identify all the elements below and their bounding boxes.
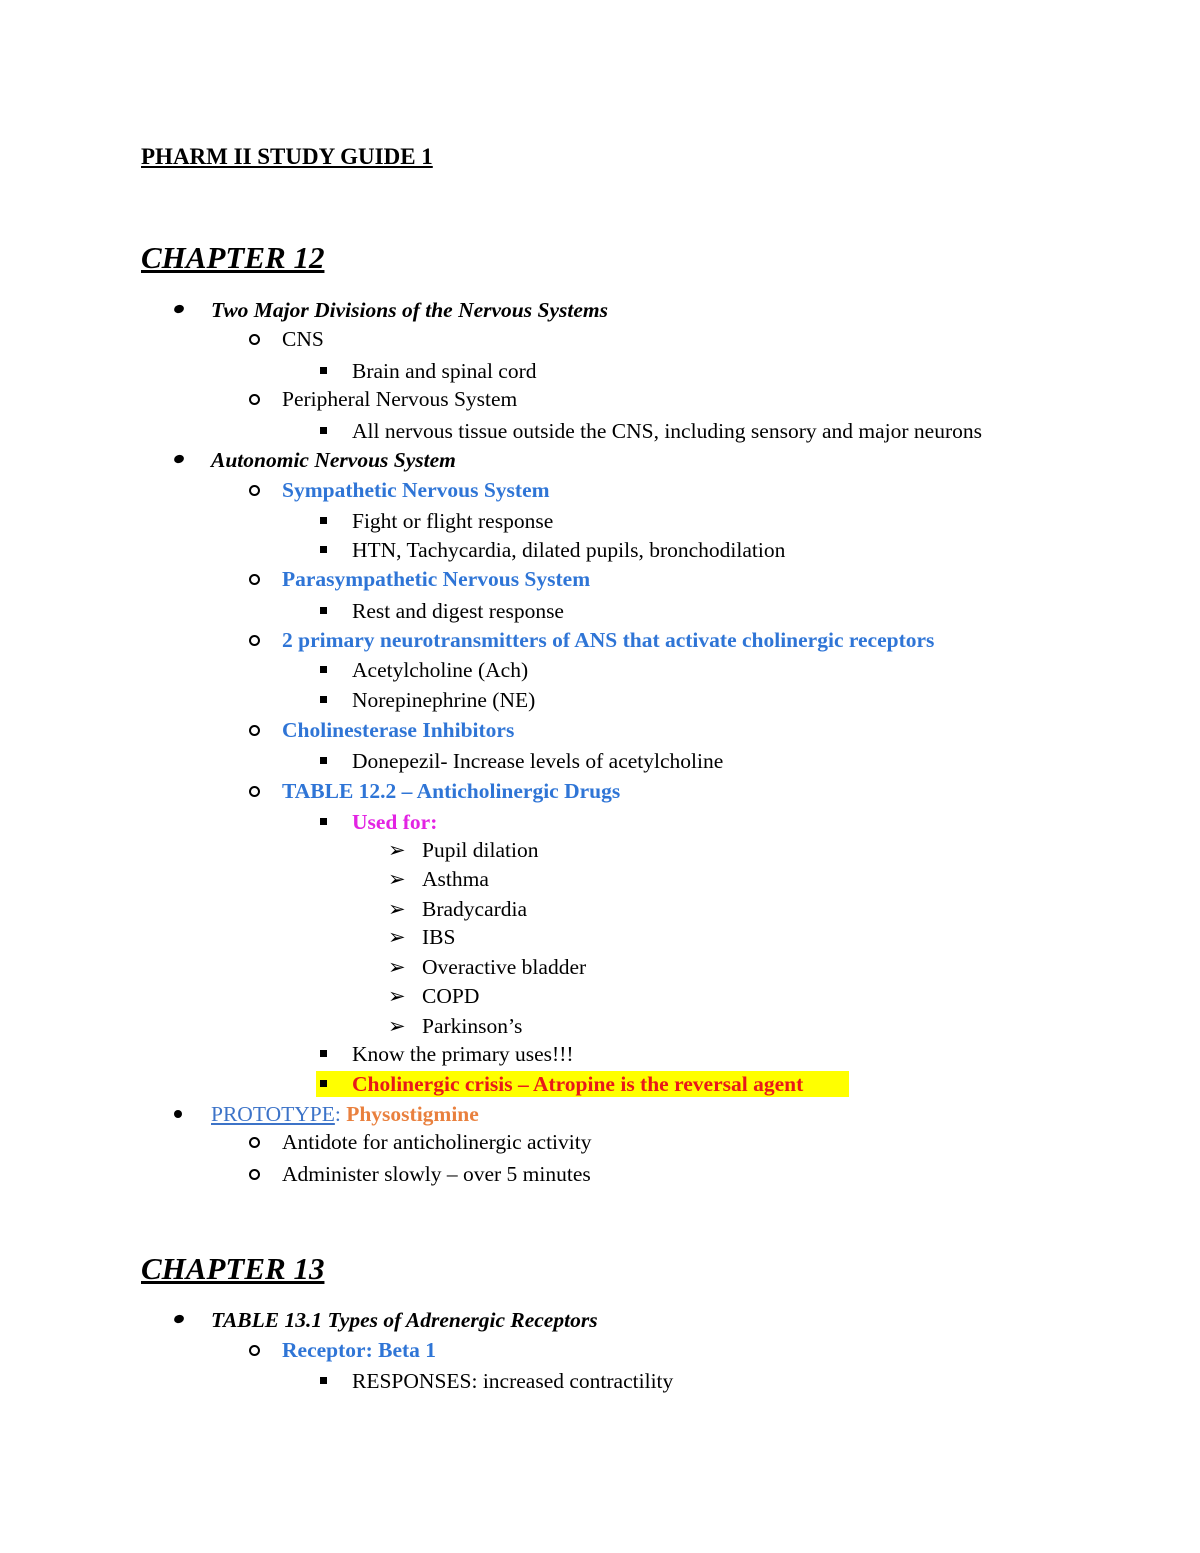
list-item-text: Know the primary uses!!! xyxy=(352,1042,574,1066)
list-item-text: Autonomic Nervous System xyxy=(211,448,456,472)
list-item-receptor xyxy=(282,1337,436,1363)
list-item-text: Norepinephrine (NE) xyxy=(352,688,536,712)
list-item-use-7 xyxy=(388,1013,523,1039)
bullet-square-icon xyxy=(320,1050,327,1057)
list-item-text: Bradycardia xyxy=(422,897,528,921)
list-item-neurotransmitters xyxy=(282,627,934,653)
list-item-text: Rest and digest response xyxy=(352,599,564,623)
list-item-neurotransmitter-1 xyxy=(352,657,528,683)
list-item-text: CNS xyxy=(282,327,324,351)
arrow-bullet-icon: ➢ xyxy=(388,984,406,1008)
list-item-sympathetic-1 xyxy=(352,508,553,534)
list-item-text: TABLE 12.2 – Anticholinergic Drugs xyxy=(282,779,621,803)
list-item-divisions xyxy=(211,297,608,323)
list-item-text: RESPONSES: increased contractility xyxy=(352,1369,674,1393)
list-item-text: Pupil dilation xyxy=(422,838,539,862)
list-item-pns xyxy=(282,386,517,412)
list-item-text: COPD xyxy=(422,984,480,1008)
arrow-bullet-icon: ➢ xyxy=(388,1014,406,1038)
list-item-ans xyxy=(211,447,456,473)
list-item-use-2 xyxy=(388,866,489,892)
list-item-used-for xyxy=(352,809,437,835)
bullet-circle-icon xyxy=(249,1169,260,1180)
list-item-text: Used for: xyxy=(352,810,438,834)
bullet-square-icon xyxy=(320,427,327,434)
list-item-text: Asthma xyxy=(422,867,489,891)
list-item-text: IBS xyxy=(422,925,456,949)
arrow-bullet-icon: ➢ xyxy=(388,867,406,891)
bullet-square-icon xyxy=(320,666,327,673)
list-item-cholinesterase xyxy=(282,717,514,743)
bullet-circle-icon xyxy=(249,574,260,585)
list-item-text: Fight or flight response xyxy=(352,509,554,533)
bullet-square-icon xyxy=(320,517,327,524)
list-item-text: Brain and spinal cord xyxy=(352,359,537,383)
arrow-bullet-icon: ➢ xyxy=(388,838,406,862)
list-item-text: Two Major Divisions of the Nervous Systems xyxy=(211,298,608,322)
list-item-cholinesterase-1 xyxy=(352,748,723,774)
list-item-prototype-1 xyxy=(282,1129,591,1155)
bullet-circle-icon xyxy=(249,1345,260,1356)
list-item-use-6 xyxy=(388,983,480,1009)
list-item-text: Parasympathetic Nervous System xyxy=(282,567,591,591)
document-title: PHARM II STUDY GUIDE 1 xyxy=(141,144,433,169)
list-item-parasympathetic-1 xyxy=(352,598,564,624)
list-item-text: Receptor: Beta 1 xyxy=(282,1338,437,1362)
list-item-neurotransmitter-2 xyxy=(352,687,535,713)
bullet-circle-icon xyxy=(249,334,260,345)
chapter-13-heading: CHAPTER 13 xyxy=(141,1251,325,1286)
bullet-square-icon xyxy=(320,757,327,764)
bullet-square-icon xyxy=(320,607,327,614)
list-item-text: Donepezil- Increase levels of acetylcholine xyxy=(352,749,724,773)
list-item-sympathetic xyxy=(282,477,550,503)
bullet-dot-icon xyxy=(173,454,185,465)
list-item-text: Acetylcholine (Ach) xyxy=(352,658,529,682)
list-item-prototype xyxy=(211,1101,479,1127)
list-item-text: Cholinergic crisis – Atropine is the reversal agent xyxy=(352,1072,804,1096)
arrow-bullet-icon: ➢ xyxy=(388,897,406,921)
bullet-square-icon xyxy=(320,1080,327,1087)
list-item-text: HTN, Tachycardia, dilated pupils, bronchodilation xyxy=(352,538,786,562)
chapter-12-heading: CHAPTER 12 xyxy=(141,240,325,275)
bullet-square-icon xyxy=(320,818,327,825)
list-item-text: Parkinson’s xyxy=(422,1014,523,1038)
bullet-dot-icon xyxy=(173,304,185,315)
arrow-bullet-icon: ➢ xyxy=(388,955,406,979)
bullet-square-icon xyxy=(320,546,327,553)
bullet-circle-icon xyxy=(249,394,260,405)
list-item-cholinergic-crisis xyxy=(352,1071,803,1097)
list-item-text: Antidote for anticholinergic activity xyxy=(282,1130,592,1154)
list-item-use-3 xyxy=(388,896,528,922)
list-item-text: All nervous tissue outside the CNS, including sensory and major neurons xyxy=(352,419,982,443)
list-item-text: Sympathetic Nervous System xyxy=(282,478,550,502)
list-item-text: Peripheral Nervous System xyxy=(282,387,518,411)
list-item-cns xyxy=(282,326,324,352)
bullet-circle-icon xyxy=(249,786,260,797)
list-item-pns-detail xyxy=(352,418,982,444)
list-item-sympathetic-2 xyxy=(352,537,785,563)
prototype-drug: Physostigmine xyxy=(346,1102,479,1126)
bullet-square-icon xyxy=(320,367,327,374)
list-item-use-5 xyxy=(388,954,587,980)
list-item-text: Administer slowly – over 5 minutes xyxy=(282,1162,591,1186)
list-item-use-1 xyxy=(388,837,539,863)
list-item-text: Cholinesterase Inhibitors xyxy=(282,718,515,742)
bullet-circle-icon xyxy=(249,485,260,496)
list-item-know xyxy=(352,1041,574,1067)
list-item-text: TABLE 13.1 Types of Adrenergic Receptors xyxy=(211,1308,598,1332)
bullet-dot-icon xyxy=(173,1314,185,1325)
bullet-circle-icon xyxy=(249,635,260,646)
list-item-table-12-2 xyxy=(282,778,620,804)
list-item-responses xyxy=(352,1368,673,1394)
arrow-bullet-icon: ➢ xyxy=(388,925,406,949)
list-item-table-13-1 xyxy=(211,1307,598,1333)
list-item-prototype-2 xyxy=(282,1161,591,1187)
prototype-separator: : xyxy=(334,1102,347,1126)
list-item-cns-detail xyxy=(352,358,537,384)
bullet-circle-icon xyxy=(249,725,260,736)
bullet-square-icon xyxy=(320,696,327,703)
list-item-parasympathetic xyxy=(282,566,590,592)
list-item-text: Overactive bladder xyxy=(422,955,587,979)
bullet-circle-icon xyxy=(249,1137,260,1148)
prototype-label: PROTOTYPE xyxy=(211,1102,335,1126)
list-item-text: 2 primary neurotransmitters of ANS that activate cholinergic receptors xyxy=(282,628,935,652)
bullet-square-icon xyxy=(320,1377,327,1384)
list-item-use-4 xyxy=(388,924,456,950)
bullet-dot-icon xyxy=(174,1110,182,1118)
